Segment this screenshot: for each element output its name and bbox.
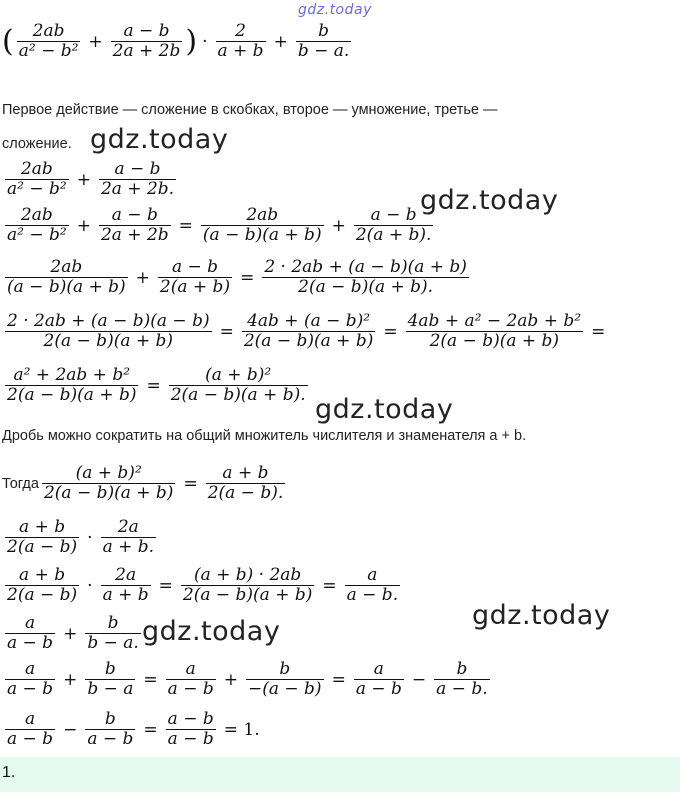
fraction: [5, 366, 138, 405]
numerator: a + b: [19, 517, 66, 537]
operator: =: [591, 321, 606, 342]
numerator: a − b: [370, 205, 417, 225]
numerator: (a + b)²: [75, 463, 142, 483]
step-3: [2, 258, 472, 297]
watermark-top: gdz.today: [298, 2, 372, 18]
numerator: b: [107, 613, 119, 633]
fraction: [158, 258, 232, 297]
denominator: b − a: [87, 679, 134, 699]
fraction: [99, 206, 171, 245]
step-11: [2, 710, 265, 749]
denominator: a − b: [87, 729, 134, 749]
operator: =: [183, 473, 198, 494]
fraction: [101, 518, 156, 557]
numerator: 2a: [115, 565, 137, 585]
operator: −: [411, 669, 427, 690]
numerator: a: [24, 659, 36, 679]
denominator: a + b: [102, 585, 149, 605]
denominator: 2(a − b)(a + b): [429, 331, 560, 351]
numerator: b: [318, 21, 330, 41]
fraction: [434, 660, 489, 699]
numerator: a² + 2ab + b²: [13, 365, 131, 385]
step-2: [2, 206, 436, 245]
fraction: [206, 464, 286, 503]
numerator: b: [456, 659, 468, 679]
operator: +: [63, 623, 78, 644]
denominator: a − b: [167, 729, 214, 749]
denominator: 2(a − b)(a + b): [243, 331, 374, 351]
operator: =: [383, 321, 398, 342]
numerator: 2ab: [50, 257, 83, 277]
fraction: [406, 312, 583, 351]
denominator: 2(a − b)(a + b): [43, 331, 174, 351]
operator: ·: [87, 527, 93, 548]
operator: =: [219, 321, 234, 342]
operator: =: [158, 575, 173, 596]
numerator: 2: [235, 21, 246, 41]
numerator: a: [367, 565, 378, 585]
denominator: a − b: [355, 679, 402, 699]
numerator: b: [104, 709, 116, 729]
numerator: a: [24, 709, 36, 729]
step-8: [2, 566, 403, 605]
watermark: gdz.today: [90, 124, 229, 155]
numerator: 2ab: [20, 159, 53, 179]
fraction: [5, 312, 212, 351]
operator: =: [178, 215, 193, 236]
header-expression: [2, 22, 354, 61]
numerator: a: [373, 659, 384, 679]
fraction: [296, 22, 351, 61]
denominator: a − b: [167, 679, 214, 699]
denominator: (a − b)(a + b): [7, 277, 126, 297]
step-10: [2, 660, 493, 699]
denominator: 2(a − b)(a + b): [182, 585, 313, 605]
numerator: a − b: [171, 257, 219, 277]
numerator: (a + b) · 2ab: [193, 565, 302, 585]
numerator: b: [104, 659, 116, 679]
denominator: 2(a − b)(a + b).: [170, 385, 306, 405]
denominator: a² − b²: [7, 225, 67, 245]
denominator: 2a + 2b: [100, 225, 169, 245]
watermark: gdz.today: [315, 394, 454, 425]
numerator: a − b: [114, 159, 161, 179]
fraction: [5, 160, 69, 199]
denominator: 2(a − b)(a + b).: [298, 277, 434, 297]
denominator: a + b: [217, 41, 264, 61]
fraction: [85, 614, 140, 653]
reduce-text: Дробь можно сократить на общий множитель числителя и знаменателя a + b.: [2, 428, 527, 444]
numerator: a − b: [123, 21, 170, 41]
numerator: a: [185, 659, 196, 679]
fraction: [5, 258, 128, 297]
operator: =: [331, 669, 346, 690]
watermark: gdz.today: [142, 616, 281, 647]
numerator: a + b: [19, 565, 66, 585]
operator: =: [240, 267, 255, 288]
fraction: [101, 566, 151, 605]
numerator: 4ab + a² − 2ab + b²: [407, 311, 582, 331]
numerator: 2a: [117, 517, 139, 537]
watermark: gdz.today: [472, 600, 611, 631]
denominator: a² − b²: [7, 179, 67, 199]
denominator: a − b: [7, 729, 54, 749]
fraction: [345, 566, 400, 605]
step-6: Тогда $\frac{\text{(a + b)²}}{2(a - b)(a + b)}$ = $\frac{a + b}{2(a - b).}$: [2, 463, 284, 503]
fraction: [201, 206, 324, 245]
denominator: (a − b)(a + b): [202, 225, 322, 245]
numerator: 2 · 2ab + (a − b)(a + b): [264, 257, 467, 277]
operator: +: [88, 31, 103, 52]
fraction: [42, 464, 175, 503]
fraction: [354, 206, 434, 245]
denominator: b − a.: [87, 633, 139, 653]
numerator: b: [279, 659, 291, 679]
numerator: 2ab: [20, 205, 53, 225]
fraction: [181, 566, 314, 605]
open-paren: (: [2, 23, 14, 59]
fraction: [5, 660, 55, 699]
close-paren: ): [185, 23, 198, 59]
fraction: [5, 206, 69, 245]
numerator: a − b: [111, 205, 158, 225]
denominator: a − b: [7, 679, 54, 699]
numerator: a: [24, 613, 36, 633]
step-9: [2, 614, 144, 653]
operator: =: [143, 669, 158, 690]
fraction: [111, 22, 183, 61]
denominator: 2(a − b): [7, 537, 78, 557]
denominator: b − a.: [297, 41, 350, 61]
fraction: [166, 710, 216, 749]
operator: +: [76, 169, 91, 190]
step-4: [2, 312, 610, 351]
denominator: a − b.: [346, 585, 399, 605]
denominator: 2(a + b): [159, 277, 231, 297]
operator: +: [331, 215, 346, 236]
fraction: [85, 660, 135, 699]
fraction: [262, 258, 469, 297]
operator: =: [146, 375, 161, 396]
fraction: [354, 660, 404, 699]
denominator: 2(a − b): [7, 585, 78, 605]
fraction: [5, 710, 55, 749]
denominator: a − b: [7, 633, 54, 653]
denominator: a − b.: [436, 679, 488, 699]
intro-text-2: сложение.: [2, 136, 72, 152]
fraction: [169, 366, 308, 405]
operator: =: [322, 575, 337, 596]
operator: = 1.: [223, 719, 260, 740]
fraction: [246, 660, 324, 699]
fraction: [166, 660, 216, 699]
denominator: 2(a − b).: [207, 483, 284, 503]
step-7: [2, 518, 159, 557]
fraction: [5, 614, 55, 653]
denominator: −(a − b): [247, 679, 322, 699]
answer-bar: [0, 757, 680, 792]
numerator: 2 · 2ab + (a − b)(a − b): [7, 311, 210, 331]
operator: +: [63, 669, 78, 690]
denominator: 2(a − b)(a + b): [43, 483, 174, 503]
denominator: 2a + 2b: [112, 41, 181, 61]
numerator: 2ab: [32, 21, 65, 41]
operator: ·: [202, 31, 208, 52]
operator: +: [223, 669, 238, 690]
denominator: 2(a + b).: [355, 225, 432, 245]
denominator: 2(a − b)(a + b): [7, 385, 137, 405]
denominator: 2a + 2b.: [100, 179, 175, 199]
fraction: [17, 22, 81, 61]
operator: +: [135, 267, 150, 288]
operator: +: [76, 215, 91, 236]
numerator: a + b: [222, 463, 269, 483]
operator: ·: [87, 575, 93, 596]
operator: −: [63, 719, 78, 740]
numerator: 4ab + (a − b)²: [247, 311, 371, 331]
fraction: [85, 710, 135, 749]
intro-text: Первое действие — сложение в скобках, второе — умножение, третье —: [2, 102, 498, 118]
step-1: [2, 160, 179, 199]
fraction: [216, 22, 266, 61]
operator: =: [143, 719, 158, 740]
answer-text: 1.: [2, 764, 16, 781]
fraction: [242, 312, 375, 351]
numerator: a − b: [167, 709, 214, 729]
numerator: (a + b)²: [205, 365, 272, 385]
fraction: [5, 566, 79, 605]
denominator: a + b.: [102, 537, 155, 557]
step-5: [2, 366, 311, 405]
fraction: [99, 160, 176, 199]
operator: +: [273, 31, 288, 52]
denominator: a² − b²: [18, 41, 79, 61]
numerator: 2ab: [246, 205, 279, 225]
fraction: [5, 518, 79, 557]
watermark: gdz.today: [420, 185, 559, 216]
